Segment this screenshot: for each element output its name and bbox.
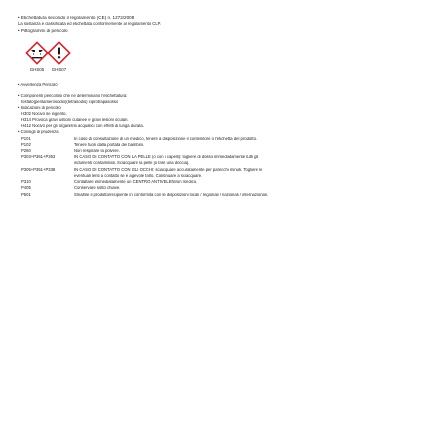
clp-classification-note: La sostanza è classificata ed etichettata conformemente al regolamento CLP. — [18, 22, 162, 26]
precautionary-text: Contattare immediatamente un CENTRO ANTIVELENI/un medico. — [74, 180, 198, 184]
precautionary-code: P102 — [21, 142, 31, 147]
hazard-statement: H412 Nocivo per gli organismi acquatici con effetti di lunga durata. — [21, 124, 144, 128]
precautionary-text: Conservare sotto chiave. — [74, 186, 121, 190]
hazard-statement: H302 Nocivo se ingerito. — [21, 112, 67, 116]
precautionary-text: IN CASO DI CONTATTO CON LA PELLE (o con i capelli): togliere di dosso immediatamente tutti gli — [74, 155, 259, 159]
precautionary-text: Non respirare la polvere. — [74, 149, 120, 153]
precautionary-code: P101 — [21, 136, 31, 141]
precautionary-code: P305+P351+P338 — [21, 167, 56, 172]
pictogram-code-1: GHS05 — [29, 67, 45, 72]
hazardous-components-heading: • Componenti pericolosi che ne determinano l'etichettatura: — [18, 94, 128, 98]
hazard-statement: H314 Provoca gravi ustioni cutanee e gravi lesioni oculari. — [21, 118, 129, 122]
pictogram-code-2: GHS07 — [51, 67, 67, 72]
precautionary-text: In caso di consultazione di un medico, tenere a disposizione il contenitore o l'etichetta del prodotto. — [74, 137, 258, 141]
precautionary-code: P310 — [21, 179, 31, 184]
hazard-pictograms-heading: • Pittogrammi di pericolo — [18, 29, 68, 33]
precautionary-code: P405 — [21, 185, 31, 190]
precautionary-text: indumenti contaminati. Sciacquare la pelle [o fare una doccia]. — [74, 161, 190, 165]
precautionary-code: P260 — [21, 148, 31, 153]
precautionary-text: Tenere fuori dalla portata dei bambini. — [74, 143, 145, 147]
hazardous-component-name: fosfato(pentamerosodio)(tetrasodio) ciprotrapasosso — [21, 100, 119, 104]
precautionary-text: IN CASO DI CONTATTO CON GLI OCCHI: sciacquare accuratamente per parecchi minuti. Togliere le — [74, 168, 263, 172]
precautionary-text: Smaltire il prodotto/recipiente in conformità con le disposizioni locali / regionali / nazionali / internazionali. — [74, 193, 268, 197]
precautionary-code: P303+P361+P353 — [21, 154, 56, 159]
precautionary-code: P501 — [21, 192, 31, 197]
precautionary-heading: • Consigli di prudenza — [18, 130, 59, 134]
precautionary-text: eventuali lenti a contatto se è agevole farlo. Continuare a sciacquare. — [74, 174, 203, 178]
signal-word: • Avvertenza Pericolo — [18, 83, 58, 87]
hazard-statements-heading: • Indicazioni di pericolo — [18, 106, 61, 110]
labelling-heading: • Etichettatura secondo il regolamento (CE) n. 1272/2008 — [18, 16, 135, 20]
exclamation-pictogram-icon — [46, 40, 72, 66]
